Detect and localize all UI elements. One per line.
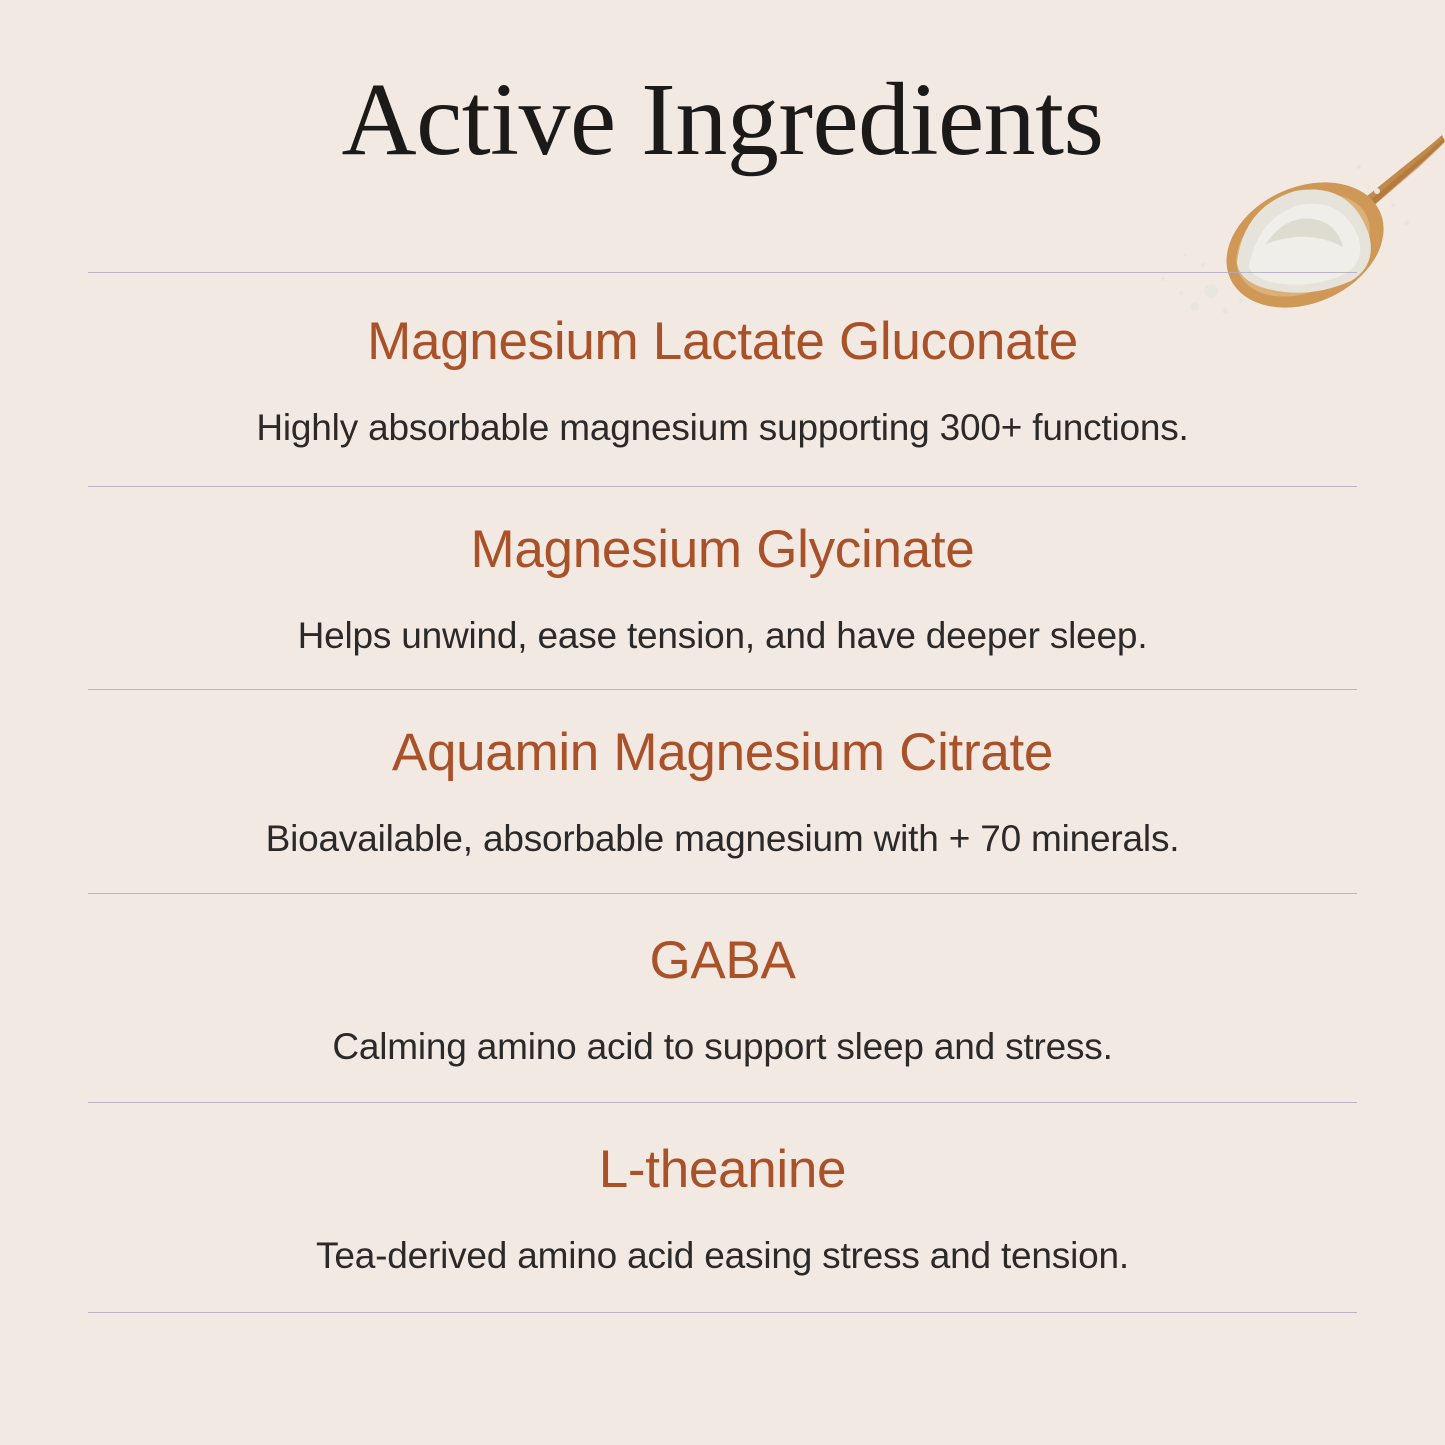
- list-item: [88, 894, 1357, 1103]
- ingredient-name: Magnesium Glycinate: [470, 519, 975, 579]
- list-divider: [88, 486, 1357, 487]
- list-divider: [88, 689, 1357, 690]
- list-item: [88, 273, 1357, 486]
- ingredient-name: GABA: [649, 930, 796, 990]
- ingredient-name: Magnesium Lactate Gluconate: [367, 312, 1078, 371]
- list-divider: [88, 1312, 1357, 1313]
- list-item: [88, 487, 1357, 690]
- ingredient-description: Helps unwind, ease tension, and have deeper sleep.: [297, 614, 1148, 656]
- ingredient-description: Tea-derived amino acid easing stress and tension.: [316, 1235, 1129, 1277]
- list-divider: [88, 1102, 1357, 1103]
- list-divider: [88, 272, 1357, 273]
- ingredient-name: Aquamin Magnesium Citrate: [391, 723, 1054, 783]
- list-item: [88, 690, 1357, 893]
- page-title: Active Ingredients: [341, 62, 1104, 177]
- list-item: [88, 1103, 1357, 1312]
- ingredient-description: Bioavailable, absorbable magnesium with + 70 minerals.: [265, 818, 1180, 860]
- ingredient-description: Calming amino acid to support sleep and stress.: [332, 1025, 1113, 1067]
- ingredient-list: [88, 272, 1357, 1313]
- list-divider: [88, 893, 1357, 894]
- ingredient-description: Highly absorbable magnesium supporting 300+ functions.: [256, 407, 1189, 449]
- ingredient-name: L-theanine: [598, 1140, 847, 1200]
